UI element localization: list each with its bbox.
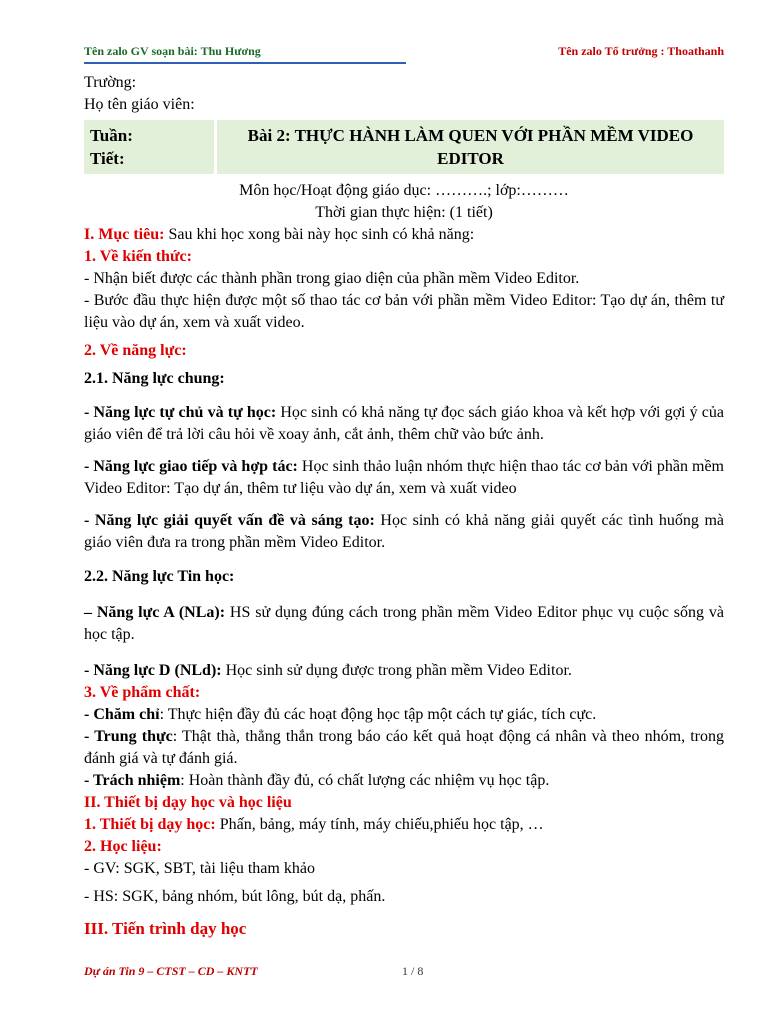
subject-line: Môn học/Hoạt động giáo dục: ……….; lớp:……… <box>239 182 569 199</box>
period-label: Tiết: <box>90 149 125 168</box>
competence-heading: 2. Về năng lực: <box>84 342 187 359</box>
footer-project: Dự án Tin 9 – CTST – CD – KNTT <box>84 964 258 978</box>
competence-communication-text: Học sinh thảo luận nhóm thực hiện thao tác cơ bản với phần mềm Video Editor: Tạo dự án, thêm tư liệu vào dự án, xem và xuất video <box>84 458 724 497</box>
equipment-devices-label: 1. Thiết bị dạy học: <box>84 816 216 833</box>
equipment-devices <box>84 814 724 836</box>
competence-self <box>84 402 724 446</box>
competence-nld-text: Học sinh sử dụng được trong phần mềm Video Editor. <box>221 662 572 679</box>
competence-communication-label: - Năng lực giao tiếp và hợp tác: <box>84 458 298 475</box>
quality-honest <box>84 726 724 770</box>
week-period-cell <box>84 120 216 174</box>
quality-heading: 3. Về phẩm chất: <box>84 684 201 701</box>
competence-problem-solving-label: - Năng lực giải quyết vấn đề và sáng tạo: <box>84 512 375 529</box>
competence-problem-solving-text: Học sinh có khả năng giải quyết các tình huống mà giáo viên đưa ra trong phần mềm Video Editor. <box>84 512 724 551</box>
header-right: Tên zalo Tổ trưởng : Thoathanh <box>558 44 724 58</box>
equipment-devices-text: Phấn, bảng, máy tính, máy chiếu,phiếu học tập, … <box>215 816 544 833</box>
quality-responsible-label: - Trách nhiệm <box>84 772 181 789</box>
competence-self-text: Học sinh có khả năng tự đọc sách giáo khoa và kết hợp với gợi ý của giáo viên để trả lời câu hỏi về xoay ảnh, cắt ảnh, thêm chữ vào bức ảnh. <box>84 404 725 443</box>
competence-problem-solving <box>84 510 724 554</box>
footer-page-number: 1 / 8 <box>402 964 424 978</box>
competence-nld-label: - Năng lực D (NLd): <box>84 662 222 679</box>
teacher-label: Họ tên giáo viên: <box>84 96 195 113</box>
general-competence-heading: 2.1. Năng lực chung: <box>84 370 225 387</box>
week-label: Tuần: <box>90 126 133 145</box>
quality-responsible <box>84 770 724 792</box>
header-left: Tên zalo GV soạn bài: Thu Hương <box>84 44 261 58</box>
competence-nla <box>84 602 724 646</box>
competence-self-label: - Năng lực tự chủ và tự học: <box>84 404 277 421</box>
header-divider <box>84 62 406 64</box>
quality-diligent-text: : Thực hiện đầy đủ các hoạt động học tập một cách tự giác, tích cực. <box>159 706 597 723</box>
materials-hs: - HS: SGK, bảng nhóm, bút lông, bút dạ, phấn. <box>84 888 386 905</box>
competence-nld <box>84 660 724 682</box>
materials-heading: 2. Học liệu: <box>84 838 162 855</box>
process-heading: III. Tiến trình dạy học <box>84 919 247 938</box>
knowledge-heading: 1. Về kiến thức: <box>84 248 192 265</box>
competence-nla-label: – Năng lực A (NLa): <box>84 604 226 621</box>
knowledge-item-2: - Bước đầu thực hiện được một số thao tác cơ bản với phần mềm Video Editor: Tạo dự án, thêm tư liệu vào dự án, xem và xuất video. <box>84 292 724 331</box>
knowledge-item-1: - Nhận biết được các thành phần trong giao diện của phần mềm Video Editor. <box>84 270 580 287</box>
quality-honest-label: - Trung thực <box>84 728 173 745</box>
quality-responsible-text: : Hoàn thành đầy đủ, có chất lượng các nhiệm vụ học tập. <box>180 772 550 789</box>
quality-honest-text: : Thật thà, thẳng thắn trong báo cáo kết quả hoạt động cá nhân và theo nhóm, trong đánh giá và tự đánh giá. <box>84 728 725 767</box>
school-label: Trường: <box>84 74 137 91</box>
lesson-title: Bài 2: THỰC HÀNH LÀM QUEN VỚI PHẦN MỀM VIDEO EDITOR <box>216 120 725 174</box>
it-competence-heading: 2.2. Năng lực Tin học: <box>84 568 235 585</box>
document-body <box>84 72 724 940</box>
materials-gv: - GV: SGK, SBT, tài liệu tham khảo <box>84 860 315 877</box>
quality-diligent <box>84 704 724 726</box>
time-line: Thời gian thực hiện: (1 tiết) <box>315 204 493 221</box>
equipment-heading: II. Thiết bị dạy học và học liệu <box>84 794 292 811</box>
lesson-header-table <box>84 120 724 174</box>
quality-diligent-label: - Chăm chỉ <box>84 706 160 723</box>
competence-nla-text: HS sử dụng đúng cách trong phần mềm Video Editor phục vụ cuộc sống và học tập. <box>84 604 725 643</box>
objectives-text: Sau khi học xong bài này học sinh có khả năng: <box>164 226 475 243</box>
objectives-intro <box>84 224 724 246</box>
objectives-heading: I. Mục tiêu: <box>84 226 165 243</box>
competence-communication <box>84 456 724 500</box>
